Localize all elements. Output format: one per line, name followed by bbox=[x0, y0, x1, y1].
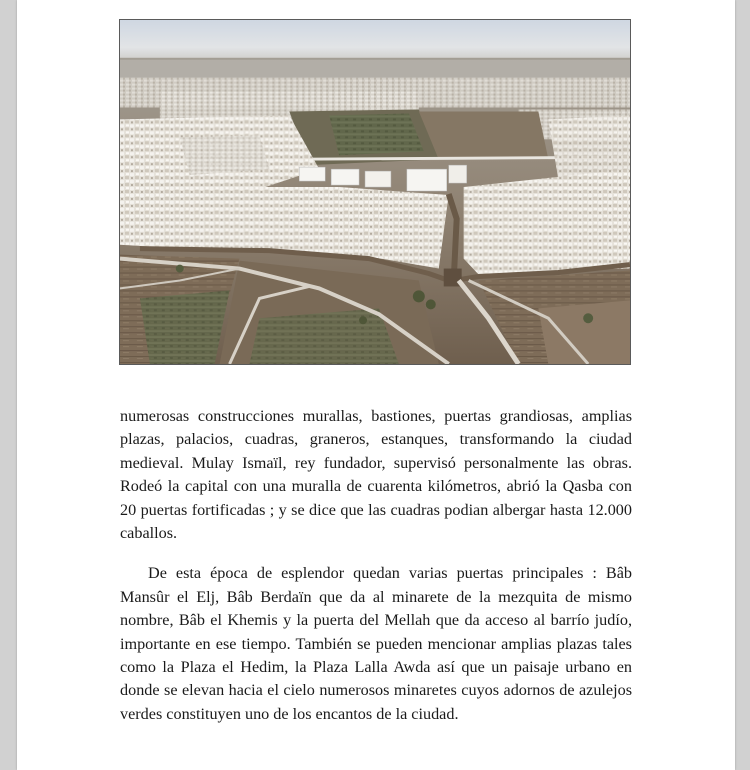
aerial-city-photo-icon bbox=[120, 20, 630, 364]
paragraph: De esta época de esplendor quedan varias puertas principales : Bâb Mansûr el Elj, Bâb Berdaïn que da al minarete de la mezquita de mismo nombre, Bâb el Khemis y la puerta del Mellah que da acceso al barrío judío, importante en ese tiempo. También se pueden mencionar amplias plazas tales como la Plaza el Hedim, la Plaza Lalla Awda así que un paisaje urbano en donde se elevan hacia el cielo numerosos minaretes cuyos adornos de azulejos verdes constituyen uno de los encantos de la ciudad. bbox=[120, 564, 632, 723]
paragraph: numerosas construcciones murallas, bastiones, puertas grandiosas, amplias plazas, palacios, cuadras, graneros, estanques, transformando la ciudad medieval. Mulay Ismaïl, rey fundador, supervisó personalmente las obras. Rodeó la capital con una muralla de cuarenta kilómetros, abrió la Qasba con 20 puertas fortificadas ; y se dice que las cuadras podian albergar hasta 12.000 caballos. bbox=[120, 407, 632, 543]
body-text bbox=[120, 405, 632, 726]
aerial-city-photo bbox=[119, 19, 631, 365]
document-page bbox=[17, 0, 735, 770]
